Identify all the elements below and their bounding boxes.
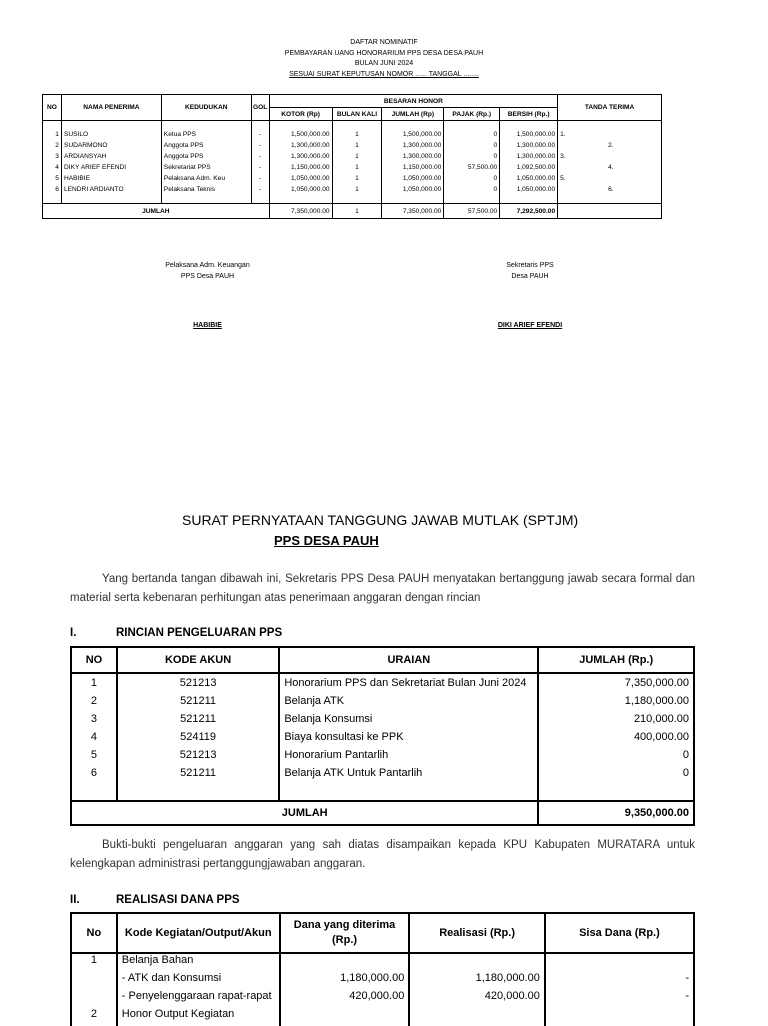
row-kedudukan: Anggota PPS: [161, 151, 251, 162]
rincian-header-no: NO: [71, 647, 117, 673]
rincian-no: 3: [71, 710, 117, 728]
real-no: [71, 990, 117, 1008]
row-no: 5: [43, 173, 62, 184]
sign-right-role: Sekretaris PPS: [506, 262, 554, 269]
row-tanda-terima: [558, 140, 662, 151]
real-realisasi: 1,180,000.00: [409, 972, 545, 990]
row-jumlah: 1,300,000.00: [382, 151, 444, 162]
row-no: 2: [43, 140, 62, 151]
row-no: 6: [43, 184, 62, 195]
table-row: [71, 692, 694, 710]
tanda-right: 6.: [608, 186, 614, 193]
row-kedudukan: Pelaksana Adm. Keu: [161, 173, 251, 184]
rincian-jumlah: 0: [538, 746, 694, 764]
section1-number: I.: [70, 627, 77, 639]
real-header-dana: Dana yang diterima (Rp.): [280, 913, 410, 953]
row-jumlah: 1,500,000.00: [382, 129, 444, 140]
col-header-besaran: BESARAN HONOR: [269, 95, 557, 108]
row-kotor: 1,300,000.00: [269, 140, 332, 151]
table-row: [71, 764, 694, 782]
rincian-uraian: Honorarium PPS dan Sekretariat Bulan Juni 2024: [279, 673, 538, 692]
row-pajak: 0: [444, 184, 500, 195]
col-header-nama: NAMA PENERIMA: [61, 95, 161, 121]
row-pajak: 57,500.00: [444, 162, 500, 173]
col-header-jumlah: JUMLAH (Rp): [382, 108, 444, 121]
row-kotor: 1,500,000.00: [269, 129, 332, 140]
col-header-no: NO: [43, 95, 62, 121]
sign-left-name: HABIBIE: [193, 322, 222, 329]
row-nama: SUSILO: [61, 129, 161, 140]
real-no: [71, 972, 117, 990]
rincian-uraian: Belanja ATK: [279, 692, 538, 710]
rincian-total-row: [71, 801, 694, 825]
col-header-kotor: KOTOR (Rp): [269, 108, 332, 121]
rincian-uraian: Belanja ATK Untuk Pantarlih: [279, 764, 538, 782]
row-tanda-terima: [558, 151, 662, 162]
tanda-left: 1.: [560, 131, 566, 138]
signature-right: [455, 260, 605, 331]
row-gol: -: [251, 151, 269, 162]
row-kedudukan: Sekretariat PPS: [161, 162, 251, 173]
row-tanda-terima: [558, 129, 662, 140]
row-jumlah: 1,050,000.00: [382, 184, 444, 195]
total-bulan: 1: [332, 204, 382, 219]
row-bersih: 1,300,000.00: [500, 151, 558, 162]
row-bersih: 1,050,000.00: [500, 184, 558, 195]
total-kotor: 7,350,000.00: [269, 204, 332, 219]
table-row: [43, 162, 662, 173]
nominatif-title-block: [0, 38, 768, 80]
row-bulan: 1: [332, 151, 382, 162]
rincian-jumlah: 210,000.00: [538, 710, 694, 728]
rincian-kode: 521213: [117, 746, 279, 764]
nominatif-table: [42, 94, 662, 219]
row-jumlah: 1,300,000.00: [382, 140, 444, 151]
row-bersih: 1,050,000.00: [500, 173, 558, 184]
rincian-kode: 521211: [117, 764, 279, 782]
real-sisa: -: [545, 990, 694, 1008]
row-bersih: 1,500,000.00: [500, 129, 558, 140]
row-no: 4: [43, 162, 62, 173]
rincian-no: 5: [71, 746, 117, 764]
rincian-header-uraian: URAIAN: [279, 647, 538, 673]
row-nama: DIKY ARIEF EFENDI: [61, 162, 161, 173]
table-row: [43, 129, 662, 140]
tanda-right: 2.: [608, 142, 614, 149]
rincian-kode: 521211: [117, 710, 279, 728]
real-dana: 1,180,000.00: [280, 972, 410, 990]
rincian-uraian: Belanja Konsumsi: [279, 710, 538, 728]
tanda-left: 3.: [560, 153, 566, 160]
row-pajak: 0: [444, 129, 500, 140]
rincian-no: 1: [71, 673, 117, 692]
row-bulan: 1: [332, 129, 382, 140]
row-gol: -: [251, 140, 269, 151]
real-header-kode: Kode Kegiatan/Output/Akun: [117, 913, 280, 953]
sptjm-subtitle: PPS DESA PAUH: [274, 533, 379, 548]
table-row: [71, 990, 694, 1008]
table-row: [71, 728, 694, 746]
table-row: [43, 151, 662, 162]
total-tanda: [558, 204, 662, 219]
tanda-right: 4.: [608, 164, 614, 171]
real-header-no: No: [71, 913, 117, 953]
table-row: [43, 184, 662, 195]
rincian-jumlah: 1,180,000.00: [538, 692, 694, 710]
section2-number: II.: [70, 894, 80, 906]
row-tanda-terima: [558, 162, 662, 173]
row-gol: -: [251, 173, 269, 184]
nominatif-title-2: PEMBAYARAN UANG HONORARIUM PPS DESA DESA PAUH: [284, 49, 484, 57]
row-kotor: 1,300,000.00: [269, 151, 332, 162]
row-pajak: 0: [444, 151, 500, 162]
row-kotor: 1,050,000.00: [269, 184, 332, 195]
rincian-jumlah: 400,000.00: [538, 728, 694, 746]
real-realisasi: [409, 953, 545, 972]
sign-left-org: PPS Desa PAUH: [180, 273, 235, 280]
col-header-pajak: PAJAK (Rp.): [444, 108, 500, 121]
nominatif-title-3: BULAN JUNI 2024: [354, 60, 414, 67]
col-header-kedudukan: KEDUDUKAN: [161, 95, 251, 121]
row-tanda-terima: [558, 173, 662, 184]
row-gol: -: [251, 184, 269, 195]
real-kode: - Penyelenggaraan rapat-rapat: [117, 990, 280, 1008]
realisasi-table: [70, 912, 695, 1026]
row-bulan: 1: [332, 162, 382, 173]
sign-left-role: Pelaksana Adm. Keuangan: [165, 262, 250, 269]
col-header-tanda: TANDA TERIMA: [558, 95, 662, 121]
table-row: [71, 673, 694, 692]
total-bersih: 7,292,500.00: [500, 204, 558, 219]
rincian-kode: 521211: [117, 692, 279, 710]
row-jumlah: 1,050,000.00: [382, 173, 444, 184]
row-kotor: 1,150,000.00: [269, 162, 332, 173]
row-gol: -: [251, 162, 269, 173]
rincian-table: [70, 646, 695, 826]
table-row: [71, 746, 694, 764]
row-no: 3: [43, 151, 62, 162]
row-bulan: 1: [332, 140, 382, 151]
real-kode: Belanja Bahan: [117, 953, 280, 972]
rincian-no: 4: [71, 728, 117, 746]
real-dana: 420,000.00: [280, 990, 410, 1008]
real-header-sisa: Sisa Dana (Rp.): [545, 913, 694, 953]
sign-right-name: DIKI ARIEF EFENDI: [497, 322, 563, 329]
row-bersih: 1,300,000.00: [500, 140, 558, 151]
signature-left: [130, 260, 285, 331]
row-kedudukan: Ketua PPS: [161, 129, 251, 140]
row-nama: LENDRI ARDIANTO: [61, 184, 161, 195]
real-sisa: [545, 953, 694, 972]
col-header-gol: GOL: [251, 95, 269, 121]
sptjm-bukti: Bukti-bukti pengeluaran anggaran yang sah diatas disampaikan kepada KPU Kabupaten MURATARA untuk kelengkapan administrasi pertanggungjawaban anggaran.: [70, 839, 695, 870]
row-tanda-terima: [558, 184, 662, 195]
table-row: [71, 710, 694, 728]
tanda-left: 5.: [560, 175, 566, 182]
row-pajak: 0: [444, 140, 500, 151]
table-row: [43, 173, 662, 184]
real-dana: [280, 1008, 410, 1026]
nominatif-title-1: DAFTAR NOMINATIF: [350, 39, 418, 46]
nominatif-body: [43, 121, 662, 196]
section2-title: REALISASI DANA PPS: [116, 894, 240, 906]
real-kode: Honor Output Kegiatan: [117, 1008, 280, 1026]
row-nama: HABIBIE: [61, 173, 161, 184]
real-dana: [280, 953, 410, 972]
real-kode: - ATK dan Konsumsi: [117, 972, 280, 990]
rincian-total-label: JUMLAH: [71, 801, 538, 825]
table-row: [71, 972, 694, 990]
row-nama: ARDIANSYAH: [61, 151, 161, 162]
real-sisa: [545, 1008, 694, 1026]
real-no: 2: [71, 1008, 117, 1026]
real-header-realisasi: Realisasi (Rp.): [409, 913, 545, 953]
row-nama: SUDARMONO: [61, 140, 161, 151]
rincian-no: 2: [71, 692, 117, 710]
section1-title: RINCIAN PENGELUARAN PPS: [116, 627, 283, 639]
row-kedudukan: Pelaksana Teknis: [161, 184, 251, 195]
table-row: [71, 953, 694, 972]
sptjm-intro: Yang bertanda tangan dibawah ini, Sekretaris PPS Desa PAUH menyatakan bertanggung jawab secara formal dan material serta kebenaran perhitungan atas penerimaan anggaran dengan rincian: [70, 573, 695, 604]
rincian-total-value: 9,350,000.00: [538, 801, 694, 825]
real-realisasi: [409, 1008, 545, 1026]
realisasi-body: [71, 953, 694, 1026]
rincian-jumlah: 7,350,000.00: [538, 673, 694, 692]
row-bulan: 1: [332, 173, 382, 184]
row-kedudukan: Anggota PPS: [161, 140, 251, 151]
total-jumlah: 7,350,000.00: [382, 204, 444, 219]
rincian-no: 6: [71, 764, 117, 782]
rincian-uraian: Biaya konsultasi ke PPK: [279, 728, 538, 746]
rincian-header-kode: KODE AKUN: [117, 647, 279, 673]
rincian-kode: 524119: [117, 728, 279, 746]
real-realisasi: 420,000.00: [409, 990, 545, 1008]
total-label: JUMLAH: [43, 204, 270, 219]
row-jumlah: 1,150,000.00: [382, 162, 444, 173]
rincian-uraian: Honorarium Pantarlih: [279, 746, 538, 764]
row-no: 1: [43, 129, 62, 140]
row-gol: -: [251, 129, 269, 140]
real-sisa: -: [545, 972, 694, 990]
col-header-bulan: BULAN KALI: [332, 108, 382, 121]
real-no: 1: [71, 953, 117, 972]
row-bersih: 1,092,500.00: [500, 162, 558, 173]
table-row: [71, 1008, 694, 1026]
row-pajak: 0: [444, 173, 500, 184]
sptjm-title: SURAT PERNYATAAN TANGGUNG JAWAB MUTLAK (SPTJM): [182, 512, 579, 528]
nominatif-title-4: SESUAI SURAT KEPUTUSAN NOMOR ...... TANGGAL ........: [289, 70, 479, 78]
row-bulan: 1: [332, 184, 382, 195]
rincian-header-jumlah: JUMLAH (Rp.): [538, 647, 694, 673]
col-header-bersih: BERSIH (Rp.): [500, 108, 558, 121]
table-row: [43, 140, 662, 151]
row-kotor: 1,050,000.00: [269, 173, 332, 184]
rincian-body: [71, 673, 694, 782]
total-pajak: 57,500.00: [444, 204, 500, 219]
rincian-jumlah: 0: [538, 764, 694, 782]
nominatif-total-row: [43, 204, 662, 219]
rincian-kode: 521213: [117, 673, 279, 692]
sign-right-org: Desa PAUH: [511, 273, 549, 280]
